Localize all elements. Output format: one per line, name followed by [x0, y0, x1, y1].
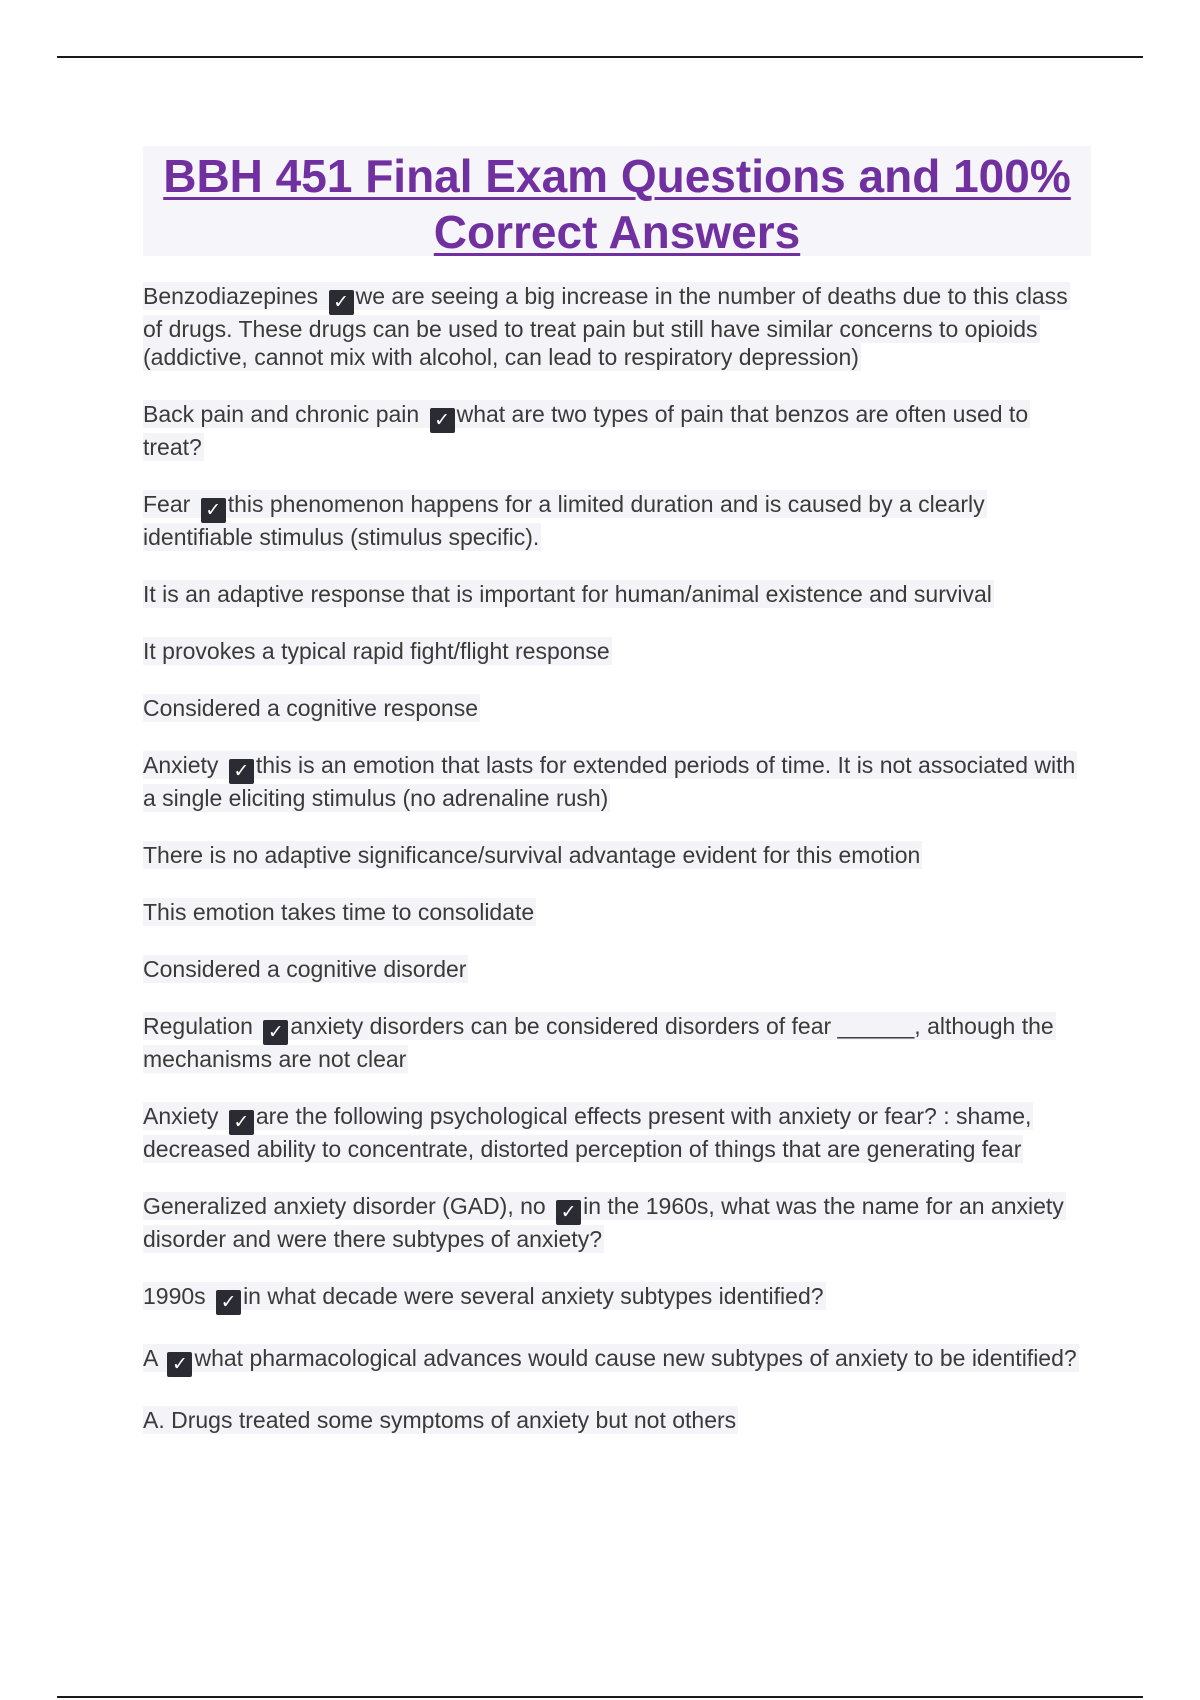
document-title: BBH 451 Final Exam Questions and 100% Correct Answers: [163, 150, 1071, 258]
entry-text: A. Drugs treated some symptoms of anxiety but not others: [143, 1407, 737, 1433]
entry-text: this is an emotion that lasts for extended periods of time. It is not associated with a single eliciting stimulus (no adrenaline rush): [143, 752, 1076, 811]
entry-text: This emotion takes time to consolidate: [143, 899, 535, 925]
qa-entry: [143, 694, 1091, 722]
qa-entry: [143, 282, 1091, 371]
qa-entry: [143, 1282, 1091, 1315]
bottom-rule: [57, 1696, 1143, 1698]
entry-highlight: [143, 898, 536, 926]
entry-highlight: [143, 1344, 1079, 1375]
checkmark-icon: ✓: [201, 498, 226, 523]
qa-entry: [143, 1192, 1091, 1253]
entry-highlight: [143, 580, 994, 608]
qa-entry: [143, 955, 1091, 983]
qa-list: [143, 282, 1091, 1434]
entry-highlight: [143, 282, 1070, 371]
title-box: [143, 146, 1091, 256]
entry-text: There is no adaptive significance/survival advantage evident for this emotion: [143, 842, 921, 868]
checkmark-icon: ✓: [229, 1110, 254, 1135]
checkmark-icon: ✓: [216, 1290, 241, 1315]
qa-entry: [143, 400, 1091, 461]
entry-text: we are seeing a big increase in the number of deaths due to this class of drugs. These drugs can be used to treat pain but still have similar concerns to opioids (addictive, cannot mix with alcohol, can lead to respiratory depression): [143, 283, 1068, 370]
entry-highlight: [143, 490, 987, 551]
checkmark-icon: ✓: [430, 408, 455, 433]
entry-term: A: [143, 1345, 158, 1371]
entry-term: Fear: [143, 491, 191, 517]
entry-term: Anxiety: [143, 752, 219, 778]
entry-highlight: [143, 751, 1077, 812]
entry-highlight: [143, 400, 1030, 461]
checkmark-icon: ✓: [229, 759, 254, 784]
entry-highlight: [143, 637, 612, 665]
entry-highlight: [143, 1192, 1066, 1253]
qa-entry: [143, 898, 1091, 926]
entry-text: anxiety disorders can be considered disorders of fear ______, although the mechanisms are not clear: [143, 1013, 1054, 1072]
entry-text: are the following psychological effects present with anxiety or fear? : shame, decreased ability to concentrate, distorted perception of things that are generating fear: [143, 1103, 1032, 1162]
entry-highlight: [143, 1406, 738, 1434]
entry-highlight: [143, 1012, 1056, 1073]
entry-text: what are two types of pain that benzos are often used to treat?: [143, 401, 1029, 460]
entry-text: in the 1960s, what was the name for an anxiety disorder and were there subtypes of anxiety?: [143, 1193, 1064, 1252]
entry-term: Back pain and chronic pain: [143, 401, 420, 427]
entry-highlight: [143, 1282, 826, 1313]
qa-entry: [143, 1406, 1091, 1434]
qa-entry: [143, 490, 1091, 551]
qa-entry: [143, 1344, 1091, 1377]
entry-highlight: [143, 955, 468, 983]
entry-text: in what decade were several anxiety subtypes identified?: [243, 1283, 824, 1309]
qa-entry: [143, 1102, 1091, 1163]
entry-text: Considered a cognitive response: [143, 695, 478, 721]
entry-term: Generalized anxiety disorder (GAD), no: [143, 1193, 546, 1219]
entry-text: Considered a cognitive disorder: [143, 956, 467, 982]
entry-term: Benzodiazepines: [143, 283, 319, 309]
entry-highlight: [143, 694, 480, 722]
qa-entry: [143, 1012, 1091, 1073]
entry-text: what pharmacological advances would cause new subtypes of anxiety to be identified?: [194, 1345, 1077, 1371]
qa-entry: [143, 580, 1091, 608]
checkmark-icon: ✓: [263, 1020, 288, 1045]
qa-entry: [143, 751, 1091, 812]
entry-term: Anxiety: [143, 1103, 219, 1129]
checkmark-icon: ✓: [556, 1200, 581, 1225]
top-rule: [57, 56, 1143, 58]
entry-highlight: [143, 1102, 1033, 1163]
entry-text: It is an adaptive response that is important for human/animal existence and survival: [143, 581, 992, 607]
entry-term: 1990s: [143, 1283, 206, 1309]
checkmark-icon: ✓: [167, 1352, 192, 1377]
entry-term: Regulation: [143, 1013, 253, 1039]
entry-highlight: [143, 841, 922, 869]
checkmark-icon: ✓: [329, 290, 354, 315]
qa-entry: [143, 841, 1091, 869]
qa-entry: [143, 637, 1091, 665]
entry-text: It provokes a typical rapid fight/flight response: [143, 638, 610, 664]
document-body: [143, 146, 1091, 1463]
entry-text: this phenomenon happens for a limited duration and is caused by a clearly identifiable stimulus (stimulus specific).: [143, 491, 985, 550]
